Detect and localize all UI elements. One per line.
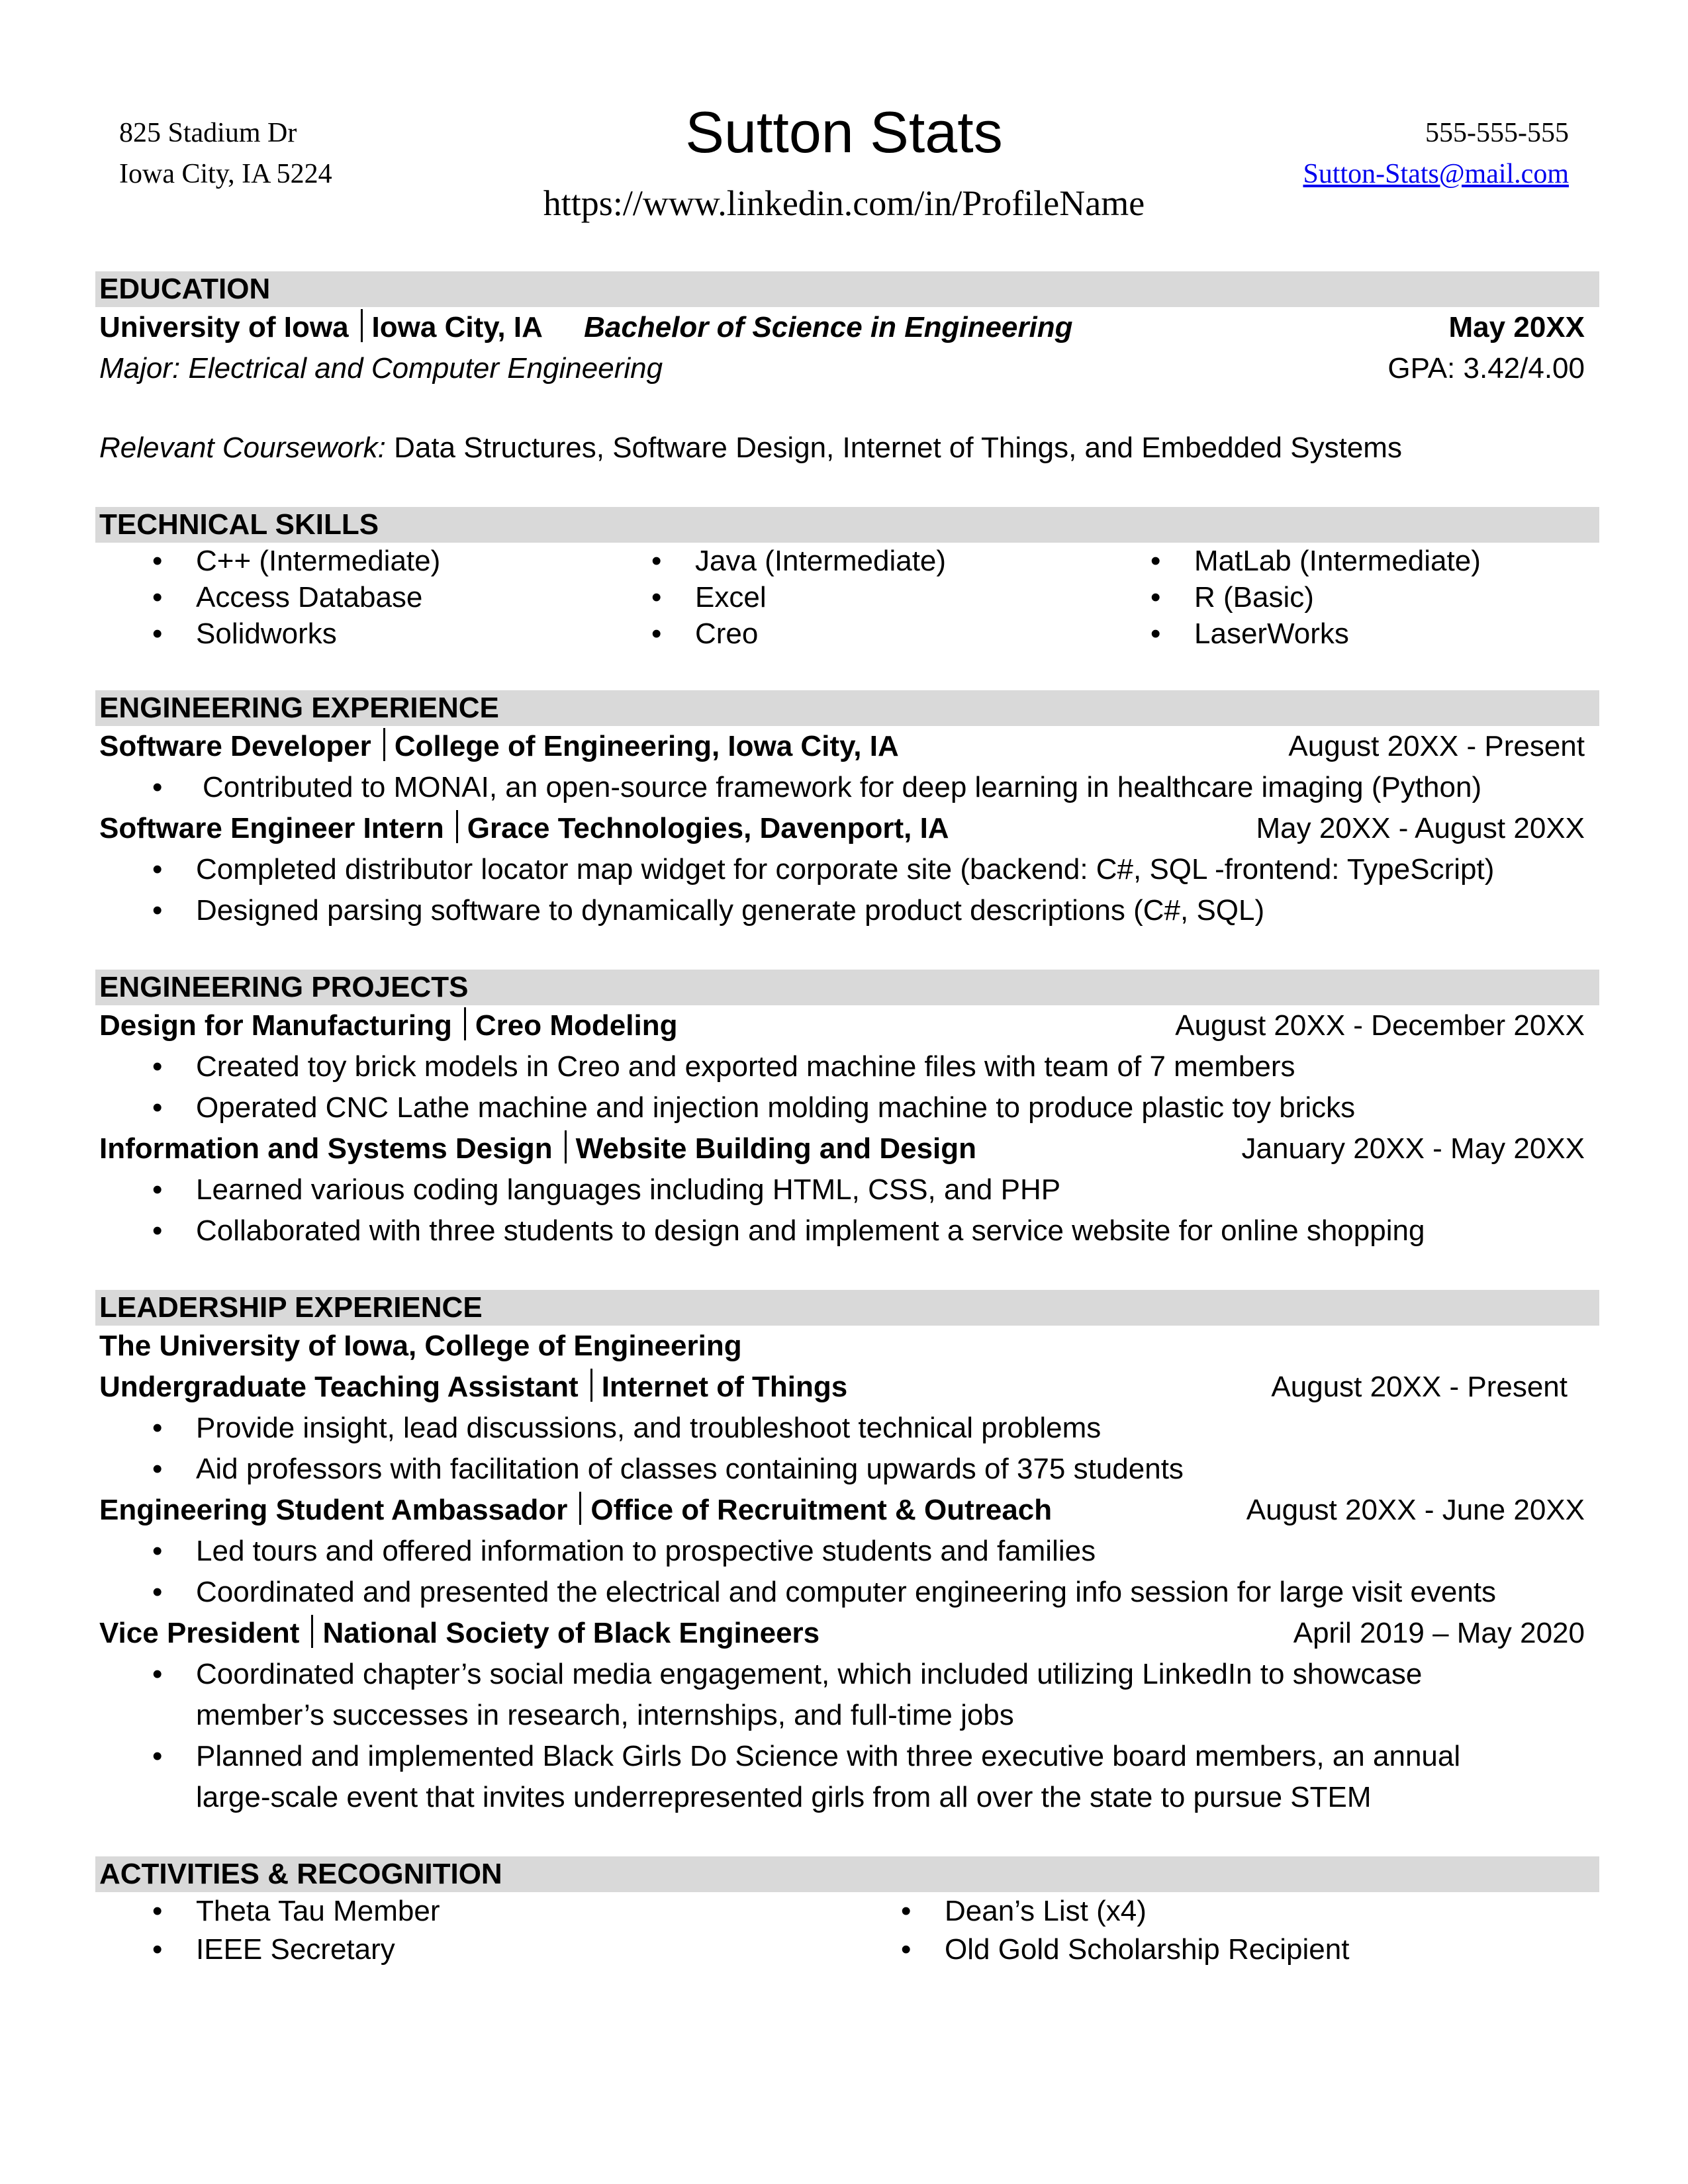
list-item: • Creo: [594, 615, 1094, 652]
skills-column-3: [1094, 543, 1593, 652]
candidate-name: Sutton Stats: [685, 99, 1003, 165]
list-item: • Completed distributor locator map widget for corporate site (backend: C#, SQL -frontend: TypeScript): [95, 849, 1593, 890]
job-date: August 20XX - Present: [1288, 730, 1585, 762]
project-entry-header: [95, 1005, 1593, 1046]
project-bullets: [95, 1046, 1593, 1128]
experience-entry-header: [95, 808, 1593, 849]
project-date: August 20XX - December 20XX: [1175, 1009, 1585, 1042]
separator-bar: [383, 728, 385, 761]
skills-heading: TECHNICAL SKILLS: [95, 507, 1599, 543]
list-item: • Dean’s List (x4): [844, 1892, 1593, 1931]
list-item: • Operated CNC Lathe machine and injection molding machine to produce plastic toy bricks: [95, 1087, 1593, 1128]
leadership-org: The University of Iowa, College of Engineering: [99, 1330, 742, 1362]
list-item: • Coordinated chapter’s social media engagement, which included utilizing LinkedIn to showcase member’s successes in research, internships, and full-time jobs: [95, 1654, 1593, 1736]
list-item: • Aid professors with facilitation of classes containing upwards of 375 students: [95, 1449, 1593, 1490]
job-date: May 20XX - August 20XX: [1256, 812, 1585, 844]
major-text: Major: Electrical and Computer Engineering: [99, 352, 663, 385]
skills-column-2: [594, 543, 1094, 652]
list-item: • LaserWorks: [1094, 615, 1593, 652]
job-bullets: [95, 849, 1593, 931]
role-org: Internet of Things: [601, 1371, 848, 1403]
role-bullets: [95, 1531, 1593, 1613]
education-school-row: [95, 307, 1593, 348]
project-date: January 20XX - May 20XX: [1241, 1132, 1585, 1165]
project-title: Design for Manufacturing: [99, 1009, 452, 1042]
contact-block: [1303, 113, 1569, 195]
coursework-list: Data Structures, Software Design, Internet of Things, and Embedded Systems: [385, 432, 1402, 464]
role-title: Engineering Student Ambassador: [99, 1494, 568, 1526]
job-title: Software Engineer Intern: [99, 812, 444, 844]
role-date: April 2019 – May 2020: [1293, 1617, 1585, 1649]
phone-number: 555-555-555: [1425, 118, 1569, 148]
list-item: • Designed parsing software to dynamically generate product descriptions (C#, SQL): [95, 890, 1593, 931]
project-title: Information and Systems Design: [99, 1132, 553, 1165]
email-link[interactable]: Sutton-Stats@mail.com: [1303, 159, 1569, 189]
graduation-date: May 20XX: [1448, 311, 1585, 343]
education-heading: EDUCATION: [95, 271, 1599, 307]
leadership-entry-header: [95, 1613, 1593, 1654]
project-org: Creo Modeling: [475, 1009, 678, 1042]
separator-bar: [464, 1007, 466, 1040]
education-major-row: [95, 348, 1593, 389]
list-item: • Solidworks: [95, 615, 594, 652]
list-item: • IEEE Secretary: [95, 1931, 844, 1969]
list-item: • Old Gold Scholarship Recipient: [844, 1931, 1593, 1969]
coursework-label: Relevant Coursework:: [99, 432, 386, 464]
role-bullets: [95, 1654, 1593, 1818]
list-item: • Contributed to MONAI, an open-source framework for deep learning in healthcare imaging (Python): [95, 767, 1593, 808]
gpa-text: GPA: 3.42/4.00: [1387, 352, 1585, 385]
project-org: Website Building and Design: [575, 1132, 977, 1165]
list-item: • Led tours and offered information to prospective students and families: [95, 1531, 1593, 1572]
separator-bar: [456, 810, 458, 843]
role-org: National Society of Black Engineers: [322, 1617, 820, 1649]
activities-columns: [95, 1892, 1593, 1969]
role-title: Undergraduate Teaching Assistant: [99, 1371, 579, 1403]
list-item: • C++ (Intermediate): [95, 543, 594, 579]
role-date: August 20XX - Present: [1271, 1371, 1568, 1403]
job-org: Grace Technologies, Davenport, IA: [467, 812, 949, 844]
separator-bar: [361, 309, 363, 342]
project-bullets: [95, 1169, 1593, 1251]
list-item: • Learned various coding languages including HTML, CSS, and PHP: [95, 1169, 1593, 1210]
project-entry-header: [95, 1128, 1593, 1169]
address-line-2: Iowa City, IA 5224: [119, 159, 332, 189]
activities-heading: ACTIVITIES & RECOGNITION: [95, 1856, 1599, 1892]
list-item: • MatLab (Intermediate): [1094, 543, 1593, 579]
separator-bar: [311, 1615, 313, 1648]
address-line-1: 825 Stadium Dr: [119, 118, 297, 148]
leadership-heading: LEADERSHIP EXPERIENCE: [95, 1290, 1599, 1326]
list-item: • Theta Tau Member: [95, 1892, 844, 1931]
job-bullets: [95, 767, 1593, 808]
list-item: • Provide insight, lead discussions, and troubleshoot technical problems: [95, 1408, 1593, 1449]
role-date: August 20XX - June 20XX: [1246, 1494, 1585, 1526]
skills-column-1: [95, 543, 594, 652]
activities-column-2: [844, 1892, 1593, 1969]
activities-column-1: [95, 1892, 844, 1969]
linkedin-url[interactable]: https://www.linkedin.com/in/ProfileName: [543, 183, 1145, 223]
list-item: • Collaborated with three students to design and implement a service website for online shopping: [95, 1210, 1593, 1251]
separator-bar: [565, 1130, 567, 1163]
experience-heading: ENGINEERING EXPERIENCE: [95, 690, 1599, 726]
separator-bar: [579, 1492, 581, 1525]
school-location: Iowa City, IA: [371, 311, 543, 343]
leadership-org-line: [95, 1326, 1593, 1367]
list-item: • Coordinated and presented the electrical and computer engineering info session for large visit events: [95, 1572, 1593, 1613]
role-title: Vice President: [99, 1617, 300, 1649]
leadership-entry-header: [95, 1490, 1593, 1531]
role-bullets: [95, 1408, 1593, 1490]
resume-body: [95, 271, 1593, 1969]
list-item: • Access Database: [95, 579, 594, 615]
role-org: Office of Recruitment & Outreach: [590, 1494, 1053, 1526]
degree-name: Bachelor of Science in Engineering: [584, 311, 1073, 343]
list-item: • R (Basic): [1094, 579, 1593, 615]
experience-entry-header: [95, 726, 1593, 767]
job-org: College of Engineering, Iowa City, IA: [394, 730, 899, 762]
list-item: • Excel: [594, 579, 1094, 615]
separator-bar: [590, 1369, 592, 1402]
job-title: Software Developer: [99, 730, 371, 762]
skills-columns: [95, 543, 1593, 652]
leadership-entry-header: [95, 1367, 1593, 1408]
coursework-row: [95, 428, 1593, 469]
projects-heading: ENGINEERING PROJECTS: [95, 970, 1599, 1005]
list-item: • Java (Intermediate): [594, 543, 1094, 579]
list-item: • Created toy brick models in Creo and exported machine files with team of 7 members: [95, 1046, 1593, 1087]
list-item: • Planned and implemented Black Girls Do Science with three executive board members, an annual large-scale event that invites underrepresented girls from all over the state to pursue STEM: [95, 1736, 1593, 1818]
school-name: University of Iowa: [99, 311, 349, 343]
